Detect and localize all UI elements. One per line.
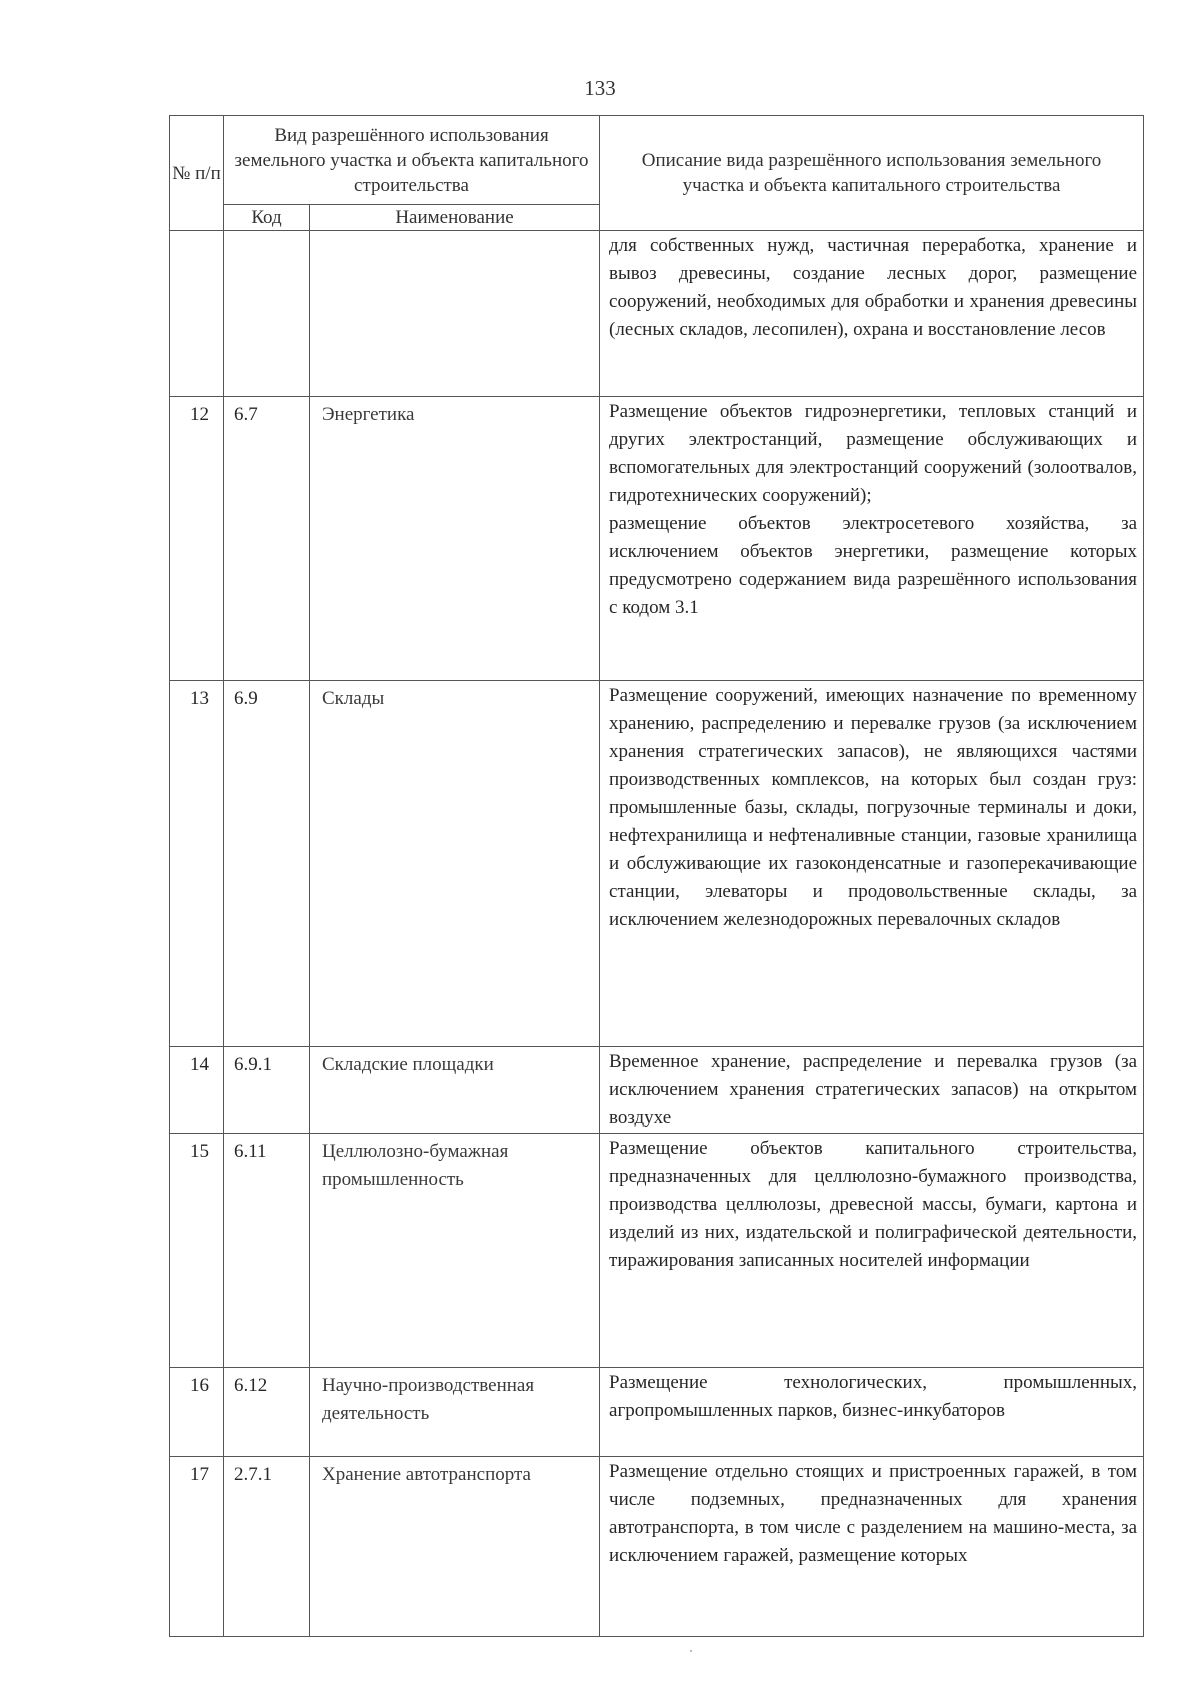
row-number-cell: 16: [170, 1368, 224, 1457]
row-name-cell: Хранение автотранспорта: [310, 1457, 600, 1637]
table-row: [170, 1134, 1144, 1368]
header-description: Описание вида разрешённого использования земельного участка и объекта капитального строительства: [600, 116, 1144, 231]
description-paragraph: Размещение сооружений, имеющих назначение по временному хранению, распределению и перевалке грузов (за исключением хранения стратегических запасов), не являющихся частями производственных комплексов, на которых был создан груз: промышленные базы, склады, погрузочные терминалы и доки, нефтехранилища и нефтеналивные станции, газовые хранилища и обслуживающие их газоконденсатные и газоперекачивающие станции, элеваторы и продовольственные склады, за исключением железнодорожных перевалочных складов: [609, 685, 1138, 930]
row-code-cell: 6.9.1: [224, 1047, 310, 1134]
table-row: [170, 397, 1144, 681]
description-paragraph: Временное хранение, распределение и перевалка грузов (за исключением хранения стратегических запасов) на открытом воздухе: [609, 1051, 1138, 1128]
row-description-cell: [600, 1457, 1144, 1637]
page-number: 133: [584, 76, 616, 100]
row-name-cell: Склады: [310, 681, 600, 1047]
description-paragraph: для собственных нужд, частичная переработка, хранение и вывоз древесины, создание лесных дорог, размещение сооружений, необходимых для обработки и хранения древесины (лесных складов, лесопилен), охрана и восстановление лесов: [609, 235, 1138, 340]
row-name-cell: Целлюлозно-бумажная промышленность: [310, 1134, 600, 1368]
row-description-cell: [600, 681, 1144, 1047]
row-number-cell: 15: [170, 1134, 224, 1368]
row-name-cell: Энергетика: [310, 397, 600, 681]
row-number-cell: 14: [170, 1047, 224, 1134]
row-name-cell: Складские площадки: [310, 1047, 600, 1134]
scan-speck: [690, 1650, 692, 1652]
row-description-cell: [600, 1047, 1144, 1134]
permitted-use-table: [169, 115, 1144, 1637]
row-number-cell: 12: [170, 397, 224, 681]
row-description-cell: [600, 231, 1144, 397]
header-number: № п/п: [170, 116, 224, 231]
row-code-cell: 2.7.1: [224, 1457, 310, 1637]
table-row: [170, 681, 1144, 1047]
row-number-cell: [170, 231, 224, 397]
table-row: [170, 1457, 1144, 1637]
description-paragraph: размещение объектов электросетевого хозяйства, за исключением объектов энергетики, размещение которых предусмотрено содержанием вида разрешённого использования с кодом 3.1: [609, 513, 1138, 618]
table-body: [170, 231, 1144, 1637]
description-paragraph: Размещение технологических, промышленных, агропромышленных парков, бизнес-инкубаторов: [609, 1372, 1138, 1421]
row-code-cell: 6.7: [224, 397, 310, 681]
row-code-cell: [224, 231, 310, 397]
row-number-cell: 13: [170, 681, 224, 1047]
header-permitted-use-group: Вид разрешённого использования земельного участка и объекта капитального строительства: [224, 116, 600, 205]
table-row: [170, 231, 1144, 397]
header-code: Код: [224, 205, 310, 231]
row-name-cell: Научно-производственная деятельность: [310, 1368, 600, 1457]
table-header: [170, 116, 1144, 231]
row-code-cell: 6.11: [224, 1134, 310, 1368]
header-name: Наименование: [310, 205, 600, 231]
row-description-cell: [600, 1368, 1144, 1457]
row-description-cell: [600, 397, 1144, 681]
table-row: [170, 1368, 1144, 1457]
description-paragraph: Размещение объектов гидроэнергетики, тепловых станций и других электростанций, размещение обслуживающих и вспомогательных для электростанций сооружений (золоотвалов, гидротехнических сооружений);: [609, 401, 1138, 506]
row-name-cell: [310, 231, 600, 397]
description-paragraph: Размещение отдельно стоящих и пристроенных гаражей, в том числе подземных, предназначенных для хранения автотранспорта, в том числе с разделением на машино-места, за исключением гаражей, размещение которых: [609, 1461, 1138, 1566]
row-number-cell: 17: [170, 1457, 224, 1637]
table-row: [170, 1047, 1144, 1134]
row-code-cell: 6.12: [224, 1368, 310, 1457]
row-code-cell: 6.9: [224, 681, 310, 1047]
row-description-cell: [600, 1134, 1144, 1368]
description-paragraph: Размещение объектов капитального строительства, предназначенных для целлюлозно-бумажного производства, производства целлюлозы, древесной массы, бумаги, картона и изделий из них, издательской и полиграфической деятельности, тиражирования записанных носителей информации: [609, 1138, 1138, 1271]
